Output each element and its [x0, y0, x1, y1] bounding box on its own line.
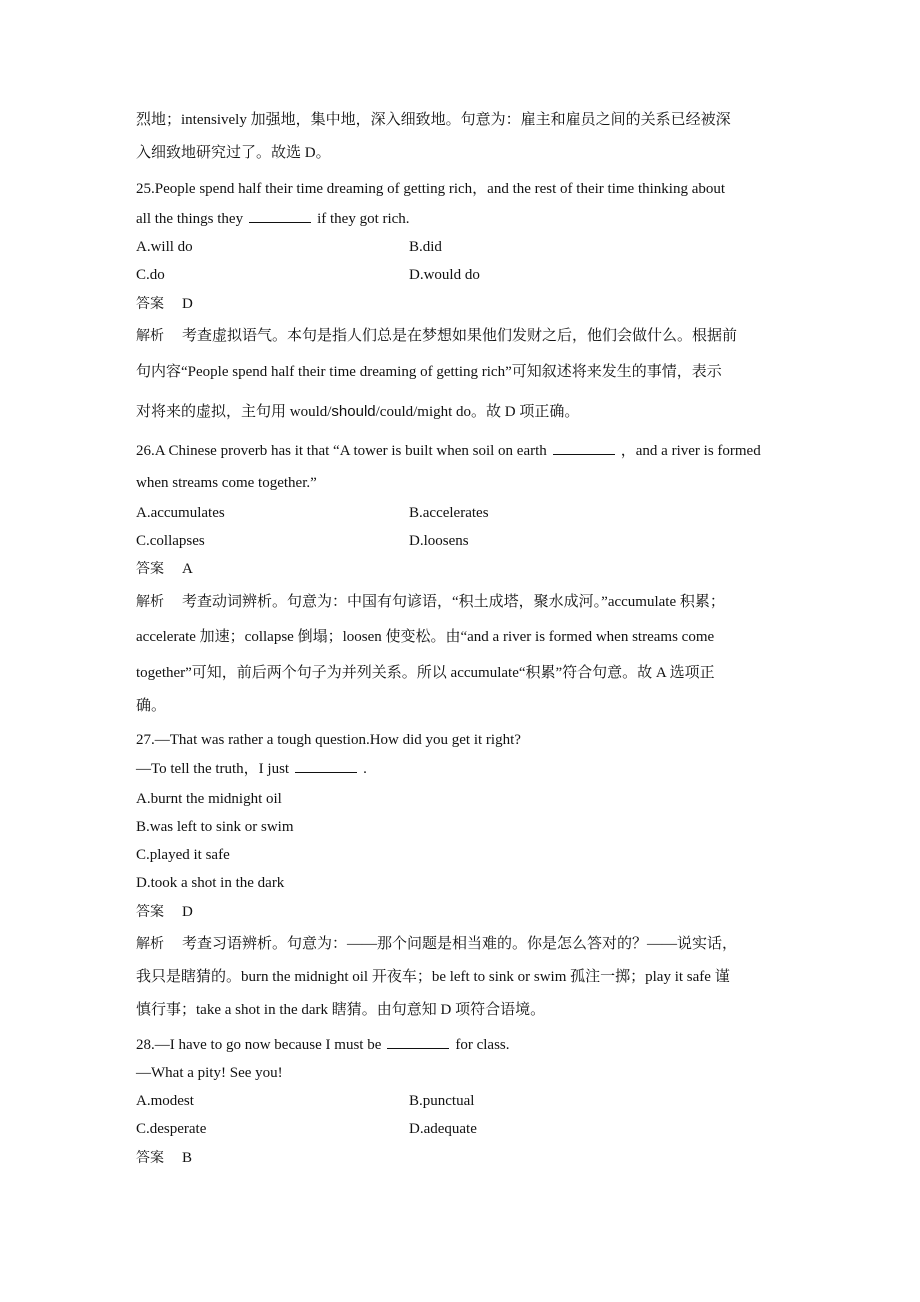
answer-blank	[249, 210, 311, 223]
analysis-line: accelerate 加速；collapse 倒塌；loosen 使变松。由“and a river is formed when streams come	[136, 629, 715, 645]
question-stem: 28.—I have to go now because I must be for class.	[136, 1037, 510, 1053]
option-c: C.played it safe	[136, 847, 230, 863]
option-d: D.took a shot in the dark	[136, 875, 285, 891]
option-a: A.will do	[136, 239, 193, 255]
option-b: B.was left to sink or swim	[136, 819, 294, 835]
question-stem: when streams come together.”	[136, 475, 317, 491]
analysis-line: 我只是瞎猜的。burn the midnight oil 开夜车；be left to sink or swim 孤注一掷；play it safe 谨	[136, 969, 730, 985]
option-b: B.punctual	[409, 1093, 475, 1109]
option-c: C.collapses	[136, 533, 205, 549]
option-d: D.loosens	[409, 533, 469, 549]
answer-blank	[295, 760, 357, 773]
option-c: C.desperate	[136, 1121, 207, 1137]
analysis-line: 慎行事；take a shot in the dark 瞎猜。由句意知 D 项符合语境。	[136, 1002, 546, 1018]
question-stem: 26.A Chinese proverb has it that “A tower is built when soil on earth ，and a river is formed	[136, 443, 761, 459]
question-stem: 25.People spend half their time dreaming of getting rich，and the rest of their time thinking about	[136, 181, 726, 197]
answer-value: D	[182, 296, 193, 312]
analysis-label: 解析	[136, 936, 164, 952]
answer-row	[136, 1148, 192, 1168]
analysis-line: 句内容“People spend half their time dreaming of getting rich”可知叙述将来发生的事情，表示	[136, 364, 722, 380]
answer-label: 答案	[136, 904, 164, 920]
prev-explanation-line: 烈地；intensively 加强地，集中地，深入细致地。句意为：雇主和雇员之间的关系已经被深	[136, 112, 731, 128]
answer-row	[136, 902, 193, 922]
answer-row	[136, 559, 193, 579]
analysis-row: 解析 考查虚拟语气。本句是指人们总是在梦想如果他们发财之后，他们会做什么。根据前	[136, 328, 738, 344]
analysis-line: 对将来的虚拟，主句用 would/should/could/might do。故 D 项正确。	[136, 403, 580, 420]
option-d: D.would do	[409, 267, 480, 283]
option-b: B.accelerates	[409, 505, 489, 521]
question-stem: —What a pity! See you!	[136, 1065, 283, 1081]
answer-blank	[387, 1036, 449, 1049]
analysis-line: together”可知，前后两个句子为并列关系。所以 accumulate“积累”符合句意。故 A 选项正	[136, 665, 715, 681]
analysis-row: 解析 考查动词辨析。句意为：中国有句谚语，“积土成塔，聚水成河。”accumulate 积累；	[136, 594, 725, 610]
option-a: A.accumulates	[136, 505, 225, 521]
analysis-line: 确。	[136, 698, 167, 714]
option-a: A.burnt the midnight oil	[136, 791, 282, 807]
analysis-row: 解析 考查习语辨析。句意为：——那个问题是相当难的。你是怎么答对的？——说实话，	[136, 936, 738, 952]
option-b: B.did	[409, 239, 442, 255]
answer-blank	[553, 442, 615, 455]
answer-row	[136, 294, 193, 314]
question-stem: —To tell the truth，I just .	[136, 761, 367, 777]
answer-value: D	[182, 904, 193, 920]
question-stem: all the things they if they got rich.	[136, 211, 410, 227]
option-a: A.modest	[136, 1093, 194, 1109]
answer-label: 答案	[136, 561, 164, 577]
analysis-label: 解析	[136, 594, 164, 610]
answer-value: B	[182, 1150, 193, 1166]
answer-value: A	[182, 561, 193, 577]
option-d: D.adequate	[409, 1121, 477, 1137]
answer-label: 答案	[136, 1150, 164, 1166]
question-stem: 27.—That was rather a tough question.How did you get it right?	[136, 732, 521, 748]
option-c: C.do	[136, 267, 165, 283]
prev-explanation-line: 入细致地研究过了。故选 D。	[136, 145, 331, 161]
answer-label: 答案	[136, 296, 164, 312]
analysis-label: 解析	[136, 328, 164, 344]
